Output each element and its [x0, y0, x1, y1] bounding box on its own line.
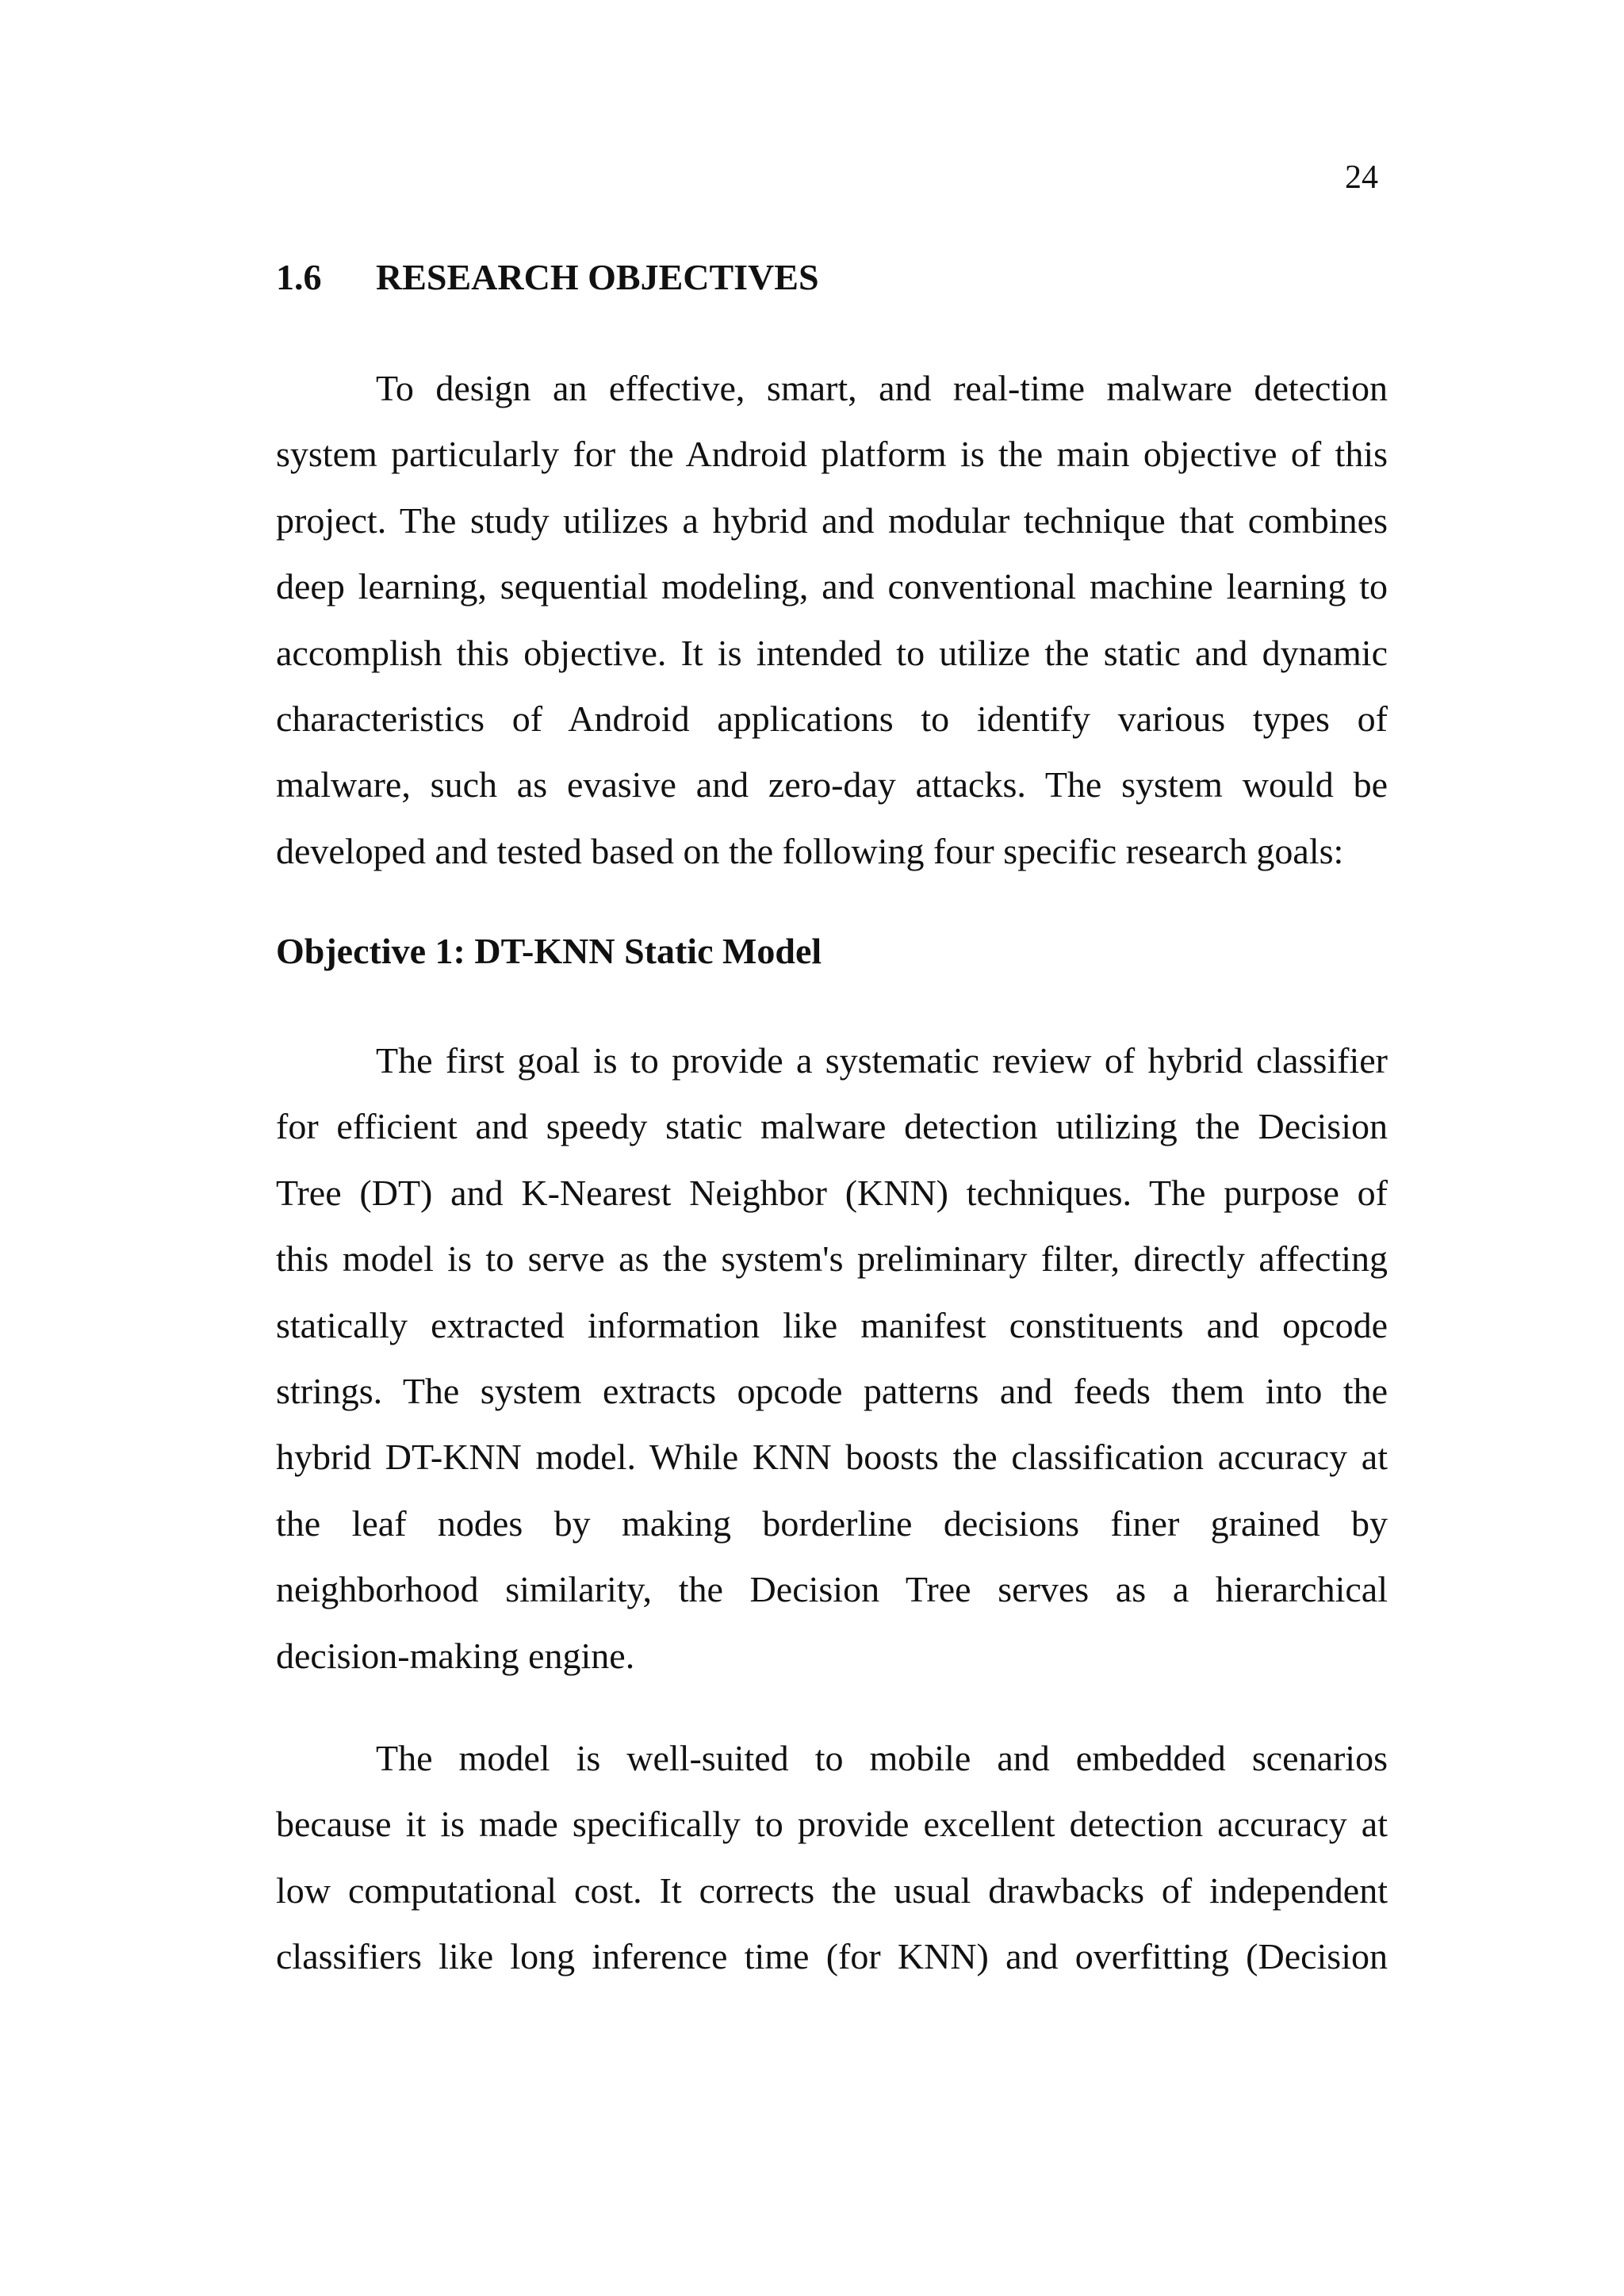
objective-1-paragraph-1: [276, 1027, 1388, 1689]
paragraph-line: strings. The system extracts opcode patterns and feeds them into the: [276, 1371, 1388, 1412]
paragraph-line: decision-making engine.: [276, 1635, 635, 1676]
paragraph-line: accomplish this objective. It is intended to utilize the static and dynamic: [276, 632, 1388, 673]
paragraph-line: system particularly for the Android platform is the main objective of this: [276, 434, 1388, 475]
paragraph-line: for efficient and speedy static malware detection utilizing the Decision: [276, 1106, 1388, 1147]
paragraph-line: developed and tested based on the following four specific research goals:: [276, 830, 1344, 871]
section-number: 1.6: [276, 257, 322, 297]
paragraph-line: low computational cost. It corrects the usual drawbacks of independent: [276, 1869, 1388, 1911]
objective-1-heading: Objective 1: DT-KNN Static Model: [276, 931, 822, 971]
paragraph-line: statically extracted information like manifest constituents and opcode: [276, 1304, 1388, 1345]
section-title: RESEARCH OBJECTIVES: [376, 257, 819, 297]
section-heading: [276, 255, 819, 300]
paragraph-line: classifiers like long inference time (for KNN) and overfitting (Decision: [276, 1936, 1388, 1977]
paragraph-line: deep learning, sequential modeling, and conventional machine learning to: [276, 566, 1388, 607]
paragraph-line: the leaf nodes by making borderline decisions finer grained by: [276, 1502, 1388, 1544]
paragraph-line: because it is made specifically to provide excellent detection accuracy at: [276, 1804, 1388, 1845]
paragraph-line: The model is well-suited to mobile and embedded scenarios: [376, 1738, 1388, 1778]
paragraph-line: characteristics of Android applications to identify various types of: [276, 698, 1388, 740]
paragraph-line: To design an effective, smart, and real-time malware detection: [376, 368, 1388, 408]
paragraph-line: this model is to serve as the system's preliminary filter, directly affecting: [276, 1238, 1388, 1280]
paragraph-line: neighborhood similarity, the Decision Tree serves as a hierarchical: [276, 1569, 1388, 1610]
intro-paragraph: [276, 355, 1388, 884]
paragraph-line: hybrid DT-KNN model. While KNN boosts the classification accuracy at: [276, 1437, 1388, 1478]
paragraph-line: Tree (DT) and K-Nearest Neighbor (KNN) techniques. The purpose of: [276, 1172, 1388, 1213]
paragraph-line: project. The study utilizes a hybrid and modular technique that combines: [276, 499, 1388, 541]
page-number: 24: [1345, 159, 1378, 196]
paragraph-line: malware, such as evasive and zero-day attacks. The system would be: [276, 764, 1388, 806]
objective-1-paragraph-2: [276, 1725, 1388, 1990]
paragraph-line: The first goal is to provide a systematic review of hybrid classifier: [376, 1040, 1388, 1081]
